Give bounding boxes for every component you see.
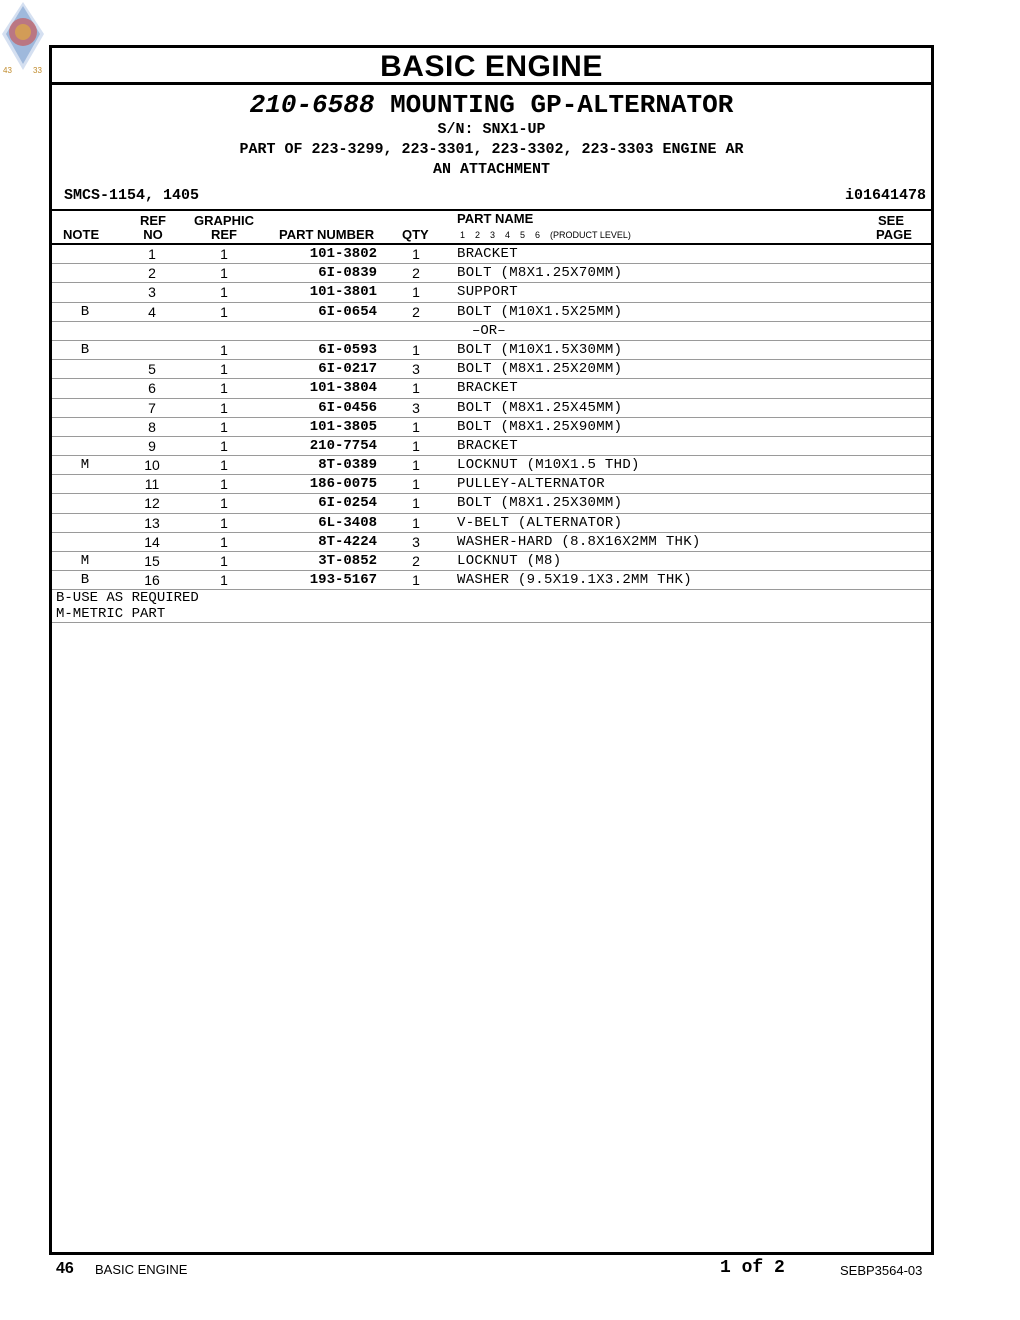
cell-qty: 1 bbox=[412, 437, 420, 454]
cell-ref-no: 15 bbox=[144, 553, 160, 569]
cell-qty: 1 bbox=[412, 341, 420, 358]
cell-part-number: 8T-0389 bbox=[318, 457, 377, 474]
cell-qty: 1 bbox=[412, 495, 420, 512]
table-row bbox=[52, 475, 931, 494]
cell-qty: 3 bbox=[412, 361, 420, 378]
table-row bbox=[52, 533, 931, 552]
cell-ref-no: 6 bbox=[148, 380, 156, 397]
cell-part-name: BRACKET bbox=[457, 380, 518, 397]
parts-list bbox=[52, 245, 931, 590]
cell-part-name: BOLT (M8X1.25X20MM) bbox=[457, 361, 623, 378]
cell-part-number: 6L-3408 bbox=[318, 514, 377, 531]
table-row bbox=[52, 379, 931, 398]
cell-part-number: 6I-0593 bbox=[318, 341, 377, 358]
cell-ref-no: 3 bbox=[148, 284, 156, 301]
cell-part-number: 6I-0254 bbox=[318, 495, 377, 512]
cell-part-name: BRACKET bbox=[457, 437, 518, 454]
cell-part-number: 8T-4224 bbox=[318, 533, 377, 550]
table-row bbox=[52, 322, 931, 341]
table-row bbox=[52, 456, 931, 475]
cell-part-number: 6I-0654 bbox=[318, 303, 377, 320]
cell-graphic-ref: 1 bbox=[220, 303, 228, 320]
header-part-number: PART NUMBER bbox=[279, 227, 375, 242]
cell-note: B bbox=[80, 341, 90, 358]
cell-graphic-ref: 1 bbox=[220, 284, 228, 301]
cell-qty: 1 bbox=[412, 572, 420, 589]
cell-ref-no: 1 bbox=[148, 246, 156, 262]
table-row bbox=[52, 552, 931, 571]
table-row bbox=[52, 399, 931, 418]
header-qty: QTY bbox=[402, 227, 429, 242]
cell-ref-no: 5 bbox=[148, 361, 156, 378]
table-row bbox=[52, 418, 931, 437]
header-note: NOTE bbox=[63, 227, 100, 242]
cell-part-number: 6I-0839 bbox=[318, 265, 377, 282]
cell-ref-no: 11 bbox=[144, 476, 160, 493]
cell-qty: 1 bbox=[412, 380, 420, 397]
cell-qty: 1 bbox=[412, 457, 420, 474]
cell-ref-no: 16 bbox=[144, 572, 160, 589]
group-number: 210-6588 bbox=[249, 90, 375, 120]
cell-part-number: 101-3801 bbox=[309, 284, 377, 301]
smcs-code: SMCS-1154, 1405 bbox=[64, 187, 200, 204]
header-product-level: 1 2 3 4 5 6 (PRODUCT LEVEL) bbox=[460, 230, 631, 240]
cell-note: B bbox=[80, 572, 90, 589]
table-row bbox=[52, 303, 931, 322]
cell-part-number: 210-7754 bbox=[309, 437, 377, 454]
table-row bbox=[52, 437, 931, 456]
cell-part-name: LOCKNUT (M10X1.5 THD) bbox=[457, 457, 640, 474]
header-part-name: PART NAME bbox=[457, 211, 534, 226]
smcs-row bbox=[52, 185, 931, 209]
cell-graphic-ref: 1 bbox=[220, 457, 228, 474]
header-ref-2: NO bbox=[143, 227, 163, 242]
cell-graphic-ref: 1 bbox=[220, 361, 228, 378]
notes-legend bbox=[52, 590, 931, 623]
cell-qty: 2 bbox=[412, 265, 420, 282]
page-frame bbox=[49, 45, 934, 1255]
logo-number-right: 33 bbox=[33, 66, 42, 75]
cell-part-name: PULLEY-ALTERNATOR bbox=[457, 476, 605, 493]
cell-qty: 1 bbox=[412, 284, 420, 301]
cell-part-name: SUPPORT bbox=[457, 284, 518, 301]
page-number: 46 bbox=[56, 1260, 74, 1277]
cell-qty: 1 bbox=[412, 246, 420, 262]
cell-ref-no: 9 bbox=[148, 437, 156, 454]
cell-part-name: BOLT (M8X1.25X70MM) bbox=[457, 265, 623, 282]
cell-graphic-ref: 1 bbox=[220, 265, 228, 282]
footer-section: BASIC ENGINE bbox=[95, 1262, 188, 1277]
cell-ref-no: 13 bbox=[144, 514, 160, 531]
cell-graphic-ref: 1 bbox=[220, 246, 228, 262]
serial-range: S/N: SNX1-UP bbox=[437, 121, 546, 138]
cell-graphic-ref: 1 bbox=[220, 380, 228, 397]
cell-part-number: 6I-0217 bbox=[318, 361, 377, 378]
header-see-2: PAGE bbox=[876, 227, 912, 242]
cell-qty: 1 bbox=[412, 418, 420, 435]
cell-graphic-ref: 1 bbox=[220, 572, 228, 589]
header-graphic-ref-2: REF bbox=[211, 227, 237, 242]
document-id: SEBP3564-03 bbox=[840, 1263, 923, 1278]
cell-ref-no: 7 bbox=[148, 399, 156, 416]
cell-graphic-ref: 1 bbox=[220, 341, 228, 358]
cell-ref-no: 10 bbox=[144, 457, 160, 474]
table-row bbox=[52, 264, 931, 283]
cell-qty: 2 bbox=[412, 303, 420, 320]
header-ref-1: REF bbox=[140, 213, 166, 228]
cell-note: M bbox=[80, 553, 90, 569]
table-row bbox=[52, 341, 931, 360]
header-graphic-ref-1: GRAPHIC bbox=[194, 213, 254, 228]
cell-part-number: 193-5167 bbox=[309, 572, 377, 589]
cell-graphic-ref: 1 bbox=[220, 495, 228, 512]
cell-part-number: 6I-0456 bbox=[318, 399, 377, 416]
cell-ref-no: 4 bbox=[148, 303, 156, 320]
cell-part-name: BOLT (M10X1.5X30MM) bbox=[457, 341, 623, 358]
table-row bbox=[52, 283, 931, 302]
cell-part-name: BOLT (M8X1.25X45MM) bbox=[457, 399, 623, 416]
cell-part-name: WASHER-HARD (8.8X16X2MM THK) bbox=[457, 533, 701, 550]
cell-part-number: 186-0075 bbox=[309, 476, 377, 493]
cell-note: B bbox=[80, 303, 90, 320]
cell-part-name: BOLT (M8X1.25X30MM) bbox=[457, 495, 623, 512]
illustration-id: i01641478 bbox=[844, 187, 926, 204]
cell-part-name: WASHER (9.5X19.1X3.2MM THK) bbox=[457, 572, 692, 589]
table-row bbox=[52, 571, 931, 590]
cell-graphic-ref: 1 bbox=[220, 399, 228, 416]
cell-graphic-ref: 1 bbox=[220, 476, 228, 493]
group-title bbox=[52, 90, 931, 120]
cell-graphic-ref: 1 bbox=[220, 553, 228, 569]
note-line-m: M-METRIC PART bbox=[56, 606, 166, 623]
cell-part-number: 3T-0852 bbox=[318, 553, 377, 569]
cell-part-name: LOCKNUT (M8) bbox=[457, 553, 562, 569]
note-line-b: B-USE AS REQUIRED bbox=[56, 590, 199, 607]
table-row bbox=[52, 245, 931, 264]
header-see-1: SEE bbox=[878, 213, 905, 228]
cell-qty: 3 bbox=[412, 399, 420, 416]
logo-emblem bbox=[0, 0, 46, 80]
cell-part-name: BRACKET bbox=[457, 246, 518, 262]
cell-ref-no: 8 bbox=[148, 418, 156, 435]
group-name: MOUNTING GP-ALTERNATOR bbox=[390, 90, 734, 120]
cell-ref-no: 14 bbox=[144, 533, 160, 550]
cell-part-number: 101-3804 bbox=[309, 380, 377, 397]
part-of-line-2: AN ATTACHMENT bbox=[432, 161, 551, 178]
cell-graphic-ref: 1 bbox=[220, 533, 228, 550]
cell-part-name: BOLT (M8X1.25X90MM) bbox=[457, 418, 623, 435]
cell-qty: 3 bbox=[412, 533, 420, 550]
cell-part-name: V-BELT (ALTERNATOR) bbox=[457, 514, 623, 531]
cell-qty: 1 bbox=[412, 476, 420, 493]
table-row bbox=[52, 514, 931, 533]
cell-part-number: 101-3802 bbox=[309, 246, 377, 262]
page-footer bbox=[0, 1258, 1020, 1282]
table-row bbox=[52, 360, 931, 379]
cell-graphic-ref: 1 bbox=[220, 514, 228, 531]
cell-note: M bbox=[80, 457, 90, 474]
table-row bbox=[52, 494, 931, 513]
cell-ref-no: 2 bbox=[148, 265, 156, 282]
part-of-line-1: PART OF 223-3299, 223-3301, 223-3302, 223-3303 ENGINE AR bbox=[239, 141, 744, 158]
group-header bbox=[52, 90, 931, 180]
cell-part-name: BOLT (M10X1.5X25MM) bbox=[457, 303, 623, 320]
cell-part-number: 101-3805 bbox=[309, 418, 377, 435]
table-header bbox=[52, 211, 931, 245]
page-of: 1 of 2 bbox=[720, 1258, 785, 1278]
cell-ref-no: 12 bbox=[144, 495, 160, 512]
or-separator: –OR– bbox=[472, 322, 506, 339]
section-title: BASIC ENGINE bbox=[52, 48, 931, 85]
cell-graphic-ref: 1 bbox=[220, 437, 228, 454]
cell-qty: 1 bbox=[412, 514, 420, 531]
cell-graphic-ref: 1 bbox=[220, 418, 228, 435]
cell-qty: 2 bbox=[412, 553, 420, 569]
logo-number-left: 43 bbox=[3, 66, 12, 75]
